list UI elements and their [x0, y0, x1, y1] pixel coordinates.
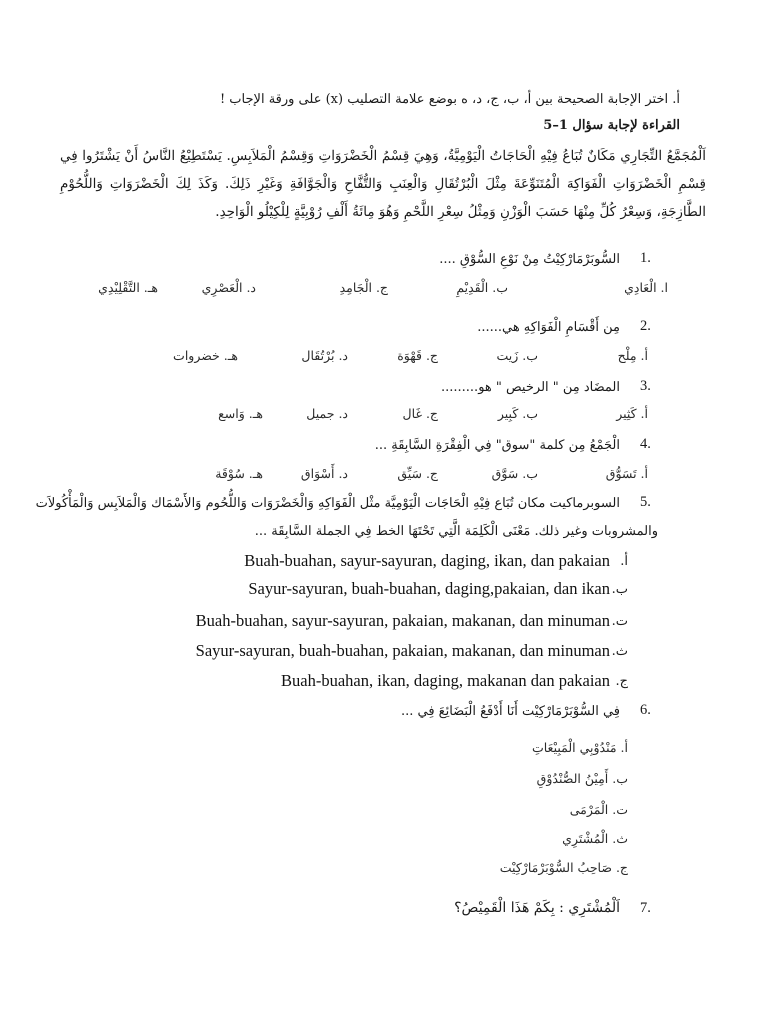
question-5-option-3[interactable]: Buah-buahan, sayur-sayuran, pakaian, makanan, dan minuman: [195, 611, 610, 630]
question-4-number: 4.: [640, 436, 651, 452]
question-5-option-letter-5: ج.: [615, 674, 628, 689]
question-5-option-5[interactable]: Buah-buahan, ikan, daging, makanan dan pakaian: [281, 671, 610, 690]
question-5-option-letter-2: ب.: [611, 582, 628, 597]
instruction-text: أ. اختر الإجابة الصحيحة بين أ، ب، ج، د، ه بوضع علامة التصليب (x) على ورقة الإجاب !: [219, 92, 680, 107]
question-5-option-letter-1: أ.: [620, 554, 628, 569]
question-1-text: السُّوبَرْمَارْكِيْتُ مِنْ نَوْعِ السُّوْقِ ....: [439, 252, 620, 267]
question-1-option-a[interactable]: ا. الْعَادِي: [624, 280, 668, 295]
question-3-option-b[interactable]: ب. كَبِير: [497, 406, 538, 421]
question-1-number: 1.: [640, 250, 651, 266]
reading-passage: اَلْمُجَمَّعُ التِّجَارِي مَكَانٌ تُبَاعُ فِيْهِ الْحَاجَاتُ الْيَوْمِيَّةُ، وَهِيَ قِسْمُ الْخَضْرَوَاتِ وَقِسْمُ الْمَلاَبِسِ. يَسْتَطِيْعُ النَّاسُ أَنْ يَشْتَرُوا فِي قِسْمِ الْخَضْرَوَاتِ الْفَوَاكِهَ الْمُتَنَوِّعَةَ مِثْلَ الْبُرْتُقَالِ وَالْعِنَبِ وَالتُّفَّاحِ وَالْجَوَّافَةِ وَغَيْرِ ذَلِكَ. وَكَذَ لِكَ الْخَضْرَوَاتِ وَاللُّحُوْمِ الطَّازِجَةِ، وَسِعْرُ كُلِّ مِنْهَا حَسَبَ الْوَزْنِ وَمِثْلُ سِعْرِ اللَّحْمِ وَهُوَ مِائَةُ أَلْفِ رُوْبِيَّةٍ لِلْكِيْلُو الْوَاحِدِ.: [60, 148, 706, 220]
question-3-option-a[interactable]: أ. كَثِير: [616, 406, 648, 421]
passage-heading: القراءة لإجابة سؤال 1–5: [543, 118, 680, 133]
question-5-option-letter-4: ث.: [611, 644, 628, 659]
question-2-option-e[interactable]: هـ. خضروات: [173, 348, 238, 363]
question-3-option-c[interactable]: ج. غَال: [402, 406, 438, 421]
question-2-option-b[interactable]: ب. زَيت: [496, 348, 538, 363]
question-1-option-c[interactable]: ج. الْجَامِدِ: [339, 280, 388, 295]
question-4-option-d[interactable]: د. أَسْوَاق: [300, 466, 348, 481]
question-6-option-c[interactable]: ت. الْمَرْمَى: [569, 802, 628, 817]
question-1-option-e[interactable]: هـ. التَّقْلِيْدِي: [98, 280, 158, 295]
question-6-option-a[interactable]: أ. مَنْدُوْبِي الْمَبِيْعَاتِ: [531, 740, 628, 755]
question-3-option-d[interactable]: د. جميل: [306, 406, 348, 421]
question-4-option-a[interactable]: أ. تَسَوُّق: [605, 466, 648, 481]
question-5-option-2[interactable]: Sayur-sayuran, buah-buahan, daging,pakaian, dan ikan: [248, 579, 610, 598]
question-4-text: الْجَمْعُ مِن كلمة "سوق" فِي الْفِقْرَةِ السَّابِقَةِ ...: [374, 438, 620, 453]
question-4-option-e[interactable]: هـ. سُوْقَة: [215, 466, 263, 481]
question-2-number: 2.: [640, 318, 651, 334]
question-1-option-d[interactable]: د. الْعَصْرِي: [201, 280, 256, 295]
question-3-number: 3.: [640, 378, 651, 394]
question-7-text: اَلْمُشْتَرِي : بِكَمْ هَذَا الْقَمِيْصُ؟: [454, 900, 620, 916]
question-5-option-1[interactable]: Buah-buahan, sayur-sayuran, daging, ikan, dan pakaian: [244, 551, 610, 570]
question-6-text: فِي السُّوْبَرْمَارْكِيْت أَنَا أَدْفَعُ الْبَضَائِعَ فِي ...: [400, 704, 620, 719]
question-5-option-letter-3: ت.: [611, 614, 628, 629]
question-5-text-line1: السوبرماكيت مكان تُبَاع فِيْهِ الْحَاجَات الْيَوْمِيَّة مثْل الْفَوَاكِهِ وَالْخَضْرَوَات وَاللُّحُوم وَالأَسْمَاك وَالْمَلاَبِس وَالْمَأْكُولاَت: [35, 496, 620, 511]
question-5-text-line2: والمشروبات وغير ذلك. مَعْنَى الْكَلِمَة الَّتِي تَحْتَهَا الخط فِي الجملة السَّابِقَة ...: [254, 524, 658, 539]
question-3-option-e[interactable]: هـ. وَاسع: [218, 406, 263, 421]
question-4-option-b[interactable]: ب. سَوَّق: [491, 466, 538, 481]
question-6-number: 6.: [640, 702, 651, 718]
question-3-text: المضَاد مِن " الرخيص " هو.........: [441, 380, 620, 395]
question-7-number: 7.: [640, 900, 651, 916]
question-2-text: مِن أَقْسَامِ الْفَوَاكِهِ هي......: [477, 320, 620, 335]
question-6-option-b[interactable]: ب. أَمِيْنُ الصُّنْدُوْقِ: [536, 771, 628, 786]
question-5-option-4[interactable]: Sayur-sayuran, buah-buahan, pakaian, makanan, dan minuman: [195, 641, 610, 660]
question-1-option-b[interactable]: ب. الْقَدِيْمِ: [456, 280, 508, 295]
question-6-option-d[interactable]: ث. الْمُشْتَرِي: [562, 831, 628, 846]
question-6-option-e[interactable]: ج. صَاحِبُ السُّوْبَرْمَارْكِيْت: [499, 860, 628, 875]
question-2-option-a[interactable]: أ. مِلْح: [617, 348, 648, 363]
question-2-option-d[interactable]: د. بُرْتُقَال: [301, 348, 348, 363]
question-4-option-c[interactable]: ج. سَيِّق: [397, 466, 438, 481]
question-2-option-c[interactable]: ج. قَهْوَة: [397, 348, 438, 363]
question-5-number: 5.: [640, 494, 651, 510]
